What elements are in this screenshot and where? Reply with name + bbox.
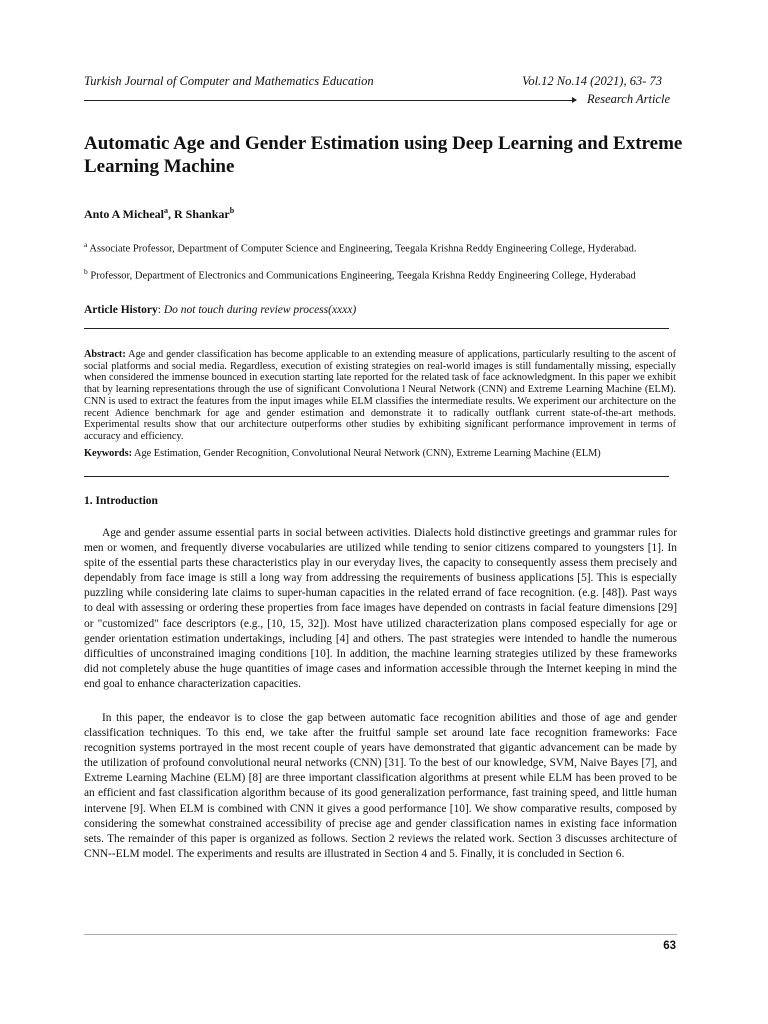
article-history-label: Article History	[84, 304, 158, 316]
paper-title: Automatic Age and Gender Estimation using Deep Learning and Extreme Learning Machine	[84, 133, 683, 177]
article-history	[84, 304, 356, 316]
author-line	[84, 206, 234, 222]
keywords	[84, 448, 684, 459]
footer-rule	[84, 934, 677, 935]
journal-name: Turkish Journal of Computer and Mathematics Education	[84, 74, 374, 88]
affiliation-marker: a	[84, 240, 88, 249]
affiliation-text: Professor, Department of Electronics and Communications Engineering, Teegala Krishna Reddy Engineering College, Hyderabad	[87, 270, 636, 282]
author-separator: ,	[168, 207, 174, 221]
article-history-value: Do not touch during review process(xxxx)	[163, 304, 357, 316]
divider-rule	[84, 328, 669, 329]
affiliation	[84, 238, 676, 256]
affiliation-marker: b	[84, 267, 88, 276]
paragraph-text: In this paper, the endeavor is to close the gap between automatic face recognition abilities and those of age and gender classification techniques. To this end, we take after the fruitful sample set around late face recognition frameworks: Face recognition systems portrayed in the most recent couple of years have demonstrated that gigantic advancement can be made by the utilization of profound convolutional neural networks (CNN) [31]. To the best of our knowledge, SVM, Naive Bayes [7], and Extreme Learning Machine (ELM) [8] are three important classification algorithms at present while ELM has been proved to be an efficient and fast classification algorithm because of its good generalization performance, fast training speed, and little human intervene [9]. When ELM is combined with CNN it gives a good performance [10]. We show comparative results, composed by considering the somewhat constrained accessibility of precise age and gender classification names in existing face information sets. The remainder of this paper is organized as follows. Section 2 reviews the related work. Section 3 discusses architecture of CNN--ELM model. The experiments and results are illustrated in Section 4 and 5. Finally, it is concluded in Section 6.	[84, 712, 677, 860]
abstract-label: Abstract:	[84, 349, 126, 360]
header-rule-arrow	[572, 97, 577, 103]
author-superscript: a	[164, 206, 168, 215]
author-superscript: b	[229, 206, 235, 215]
abstract	[84, 349, 676, 443]
affiliation	[84, 265, 676, 283]
section-heading: 1. Introduction	[84, 495, 158, 507]
volume-info: Vol.12 No.14 (2021), 63- 73	[522, 74, 662, 88]
author-name: Anto A Micheal	[84, 207, 164, 221]
body-paragraph	[84, 711, 677, 862]
header-rule	[84, 100, 576, 101]
abstract-text: Age and gender classification has become applicable to an extending measure of applications, particularly resulting to the ascent of social platforms and social media. Regardless, execution of existing strategies on real-world images is still fundamentally missing, especially when considered the immense bounced in execution starting late reported for the related task of face acknowledgment. In this paper we exhibit that by learning representations through the use of significant Convolutiona l Neural Network (CNN) and Extreme Learning Machine (ELM). CNN is used to extract the features from the input images while ELM classifies the intermediate results. We experiment our architecture on the recent Adience benchmark for age and gender estimation and demonstrate it to radically outflank current state-of-the-art methods. Experimental results show that our architecture outperforms other studies by exhibiting significant performance improvement in terms of accuracy and efficiency.	[84, 349, 676, 442]
paragraph-text: Age and gender assume essential parts in social between activities. Dialects hold distinctive greetings and grammar rules for men or women, and frequently diverse vocabularies are utilized while tending to senior citizens compared to youngsters [1]. In spite of the essential parts these characteristics play in our everyday lives, the capacity to consequently assess them precisely and dependably from face image is still a long way from addressing the requirements of business applications [5]. This is especially puzzling while considering late claims to super-human capacities in the related errand of face recognition. (e.g. [48]). Past ways to deal with assessing or ordering these properties from face images have depended on contrasts in facial feature dimensions [29] or "customized" face descriptors (e.g., [10, 15, 32]). Most have utilized characterization plans composed especially for age or gender orientation estimation undertakings, including [4] and others. The past strategies were intended to handle the numerous difficulties of unconstrained imaging conditions [10]. In addition, the machine learning strategies utilized by these frameworks did not completely abuse the huge quantities of image cases and information accessible through the Internet keeping in mind the end goal to enhance characterization capacities.	[84, 527, 677, 690]
affiliation-text: Associate Professor, Department of Computer Science and Engineering, Teegala Krishna Reddy Engineering College, Hyderabad.	[87, 243, 637, 255]
author-name: R Shankar	[174, 207, 230, 221]
divider-rule	[84, 476, 669, 477]
page-number: 63	[663, 940, 676, 952]
body-paragraph	[84, 526, 677, 692]
article-history-sep: :	[157, 304, 164, 316]
article-type: Research Article	[587, 92, 670, 106]
keywords-text: Age Estimation, Gender Recognition, Convolutional Neural Network (CNN), Extreme Learning Machine (ELM)	[132, 448, 601, 459]
keywords-label: Keywords:	[84, 448, 133, 459]
